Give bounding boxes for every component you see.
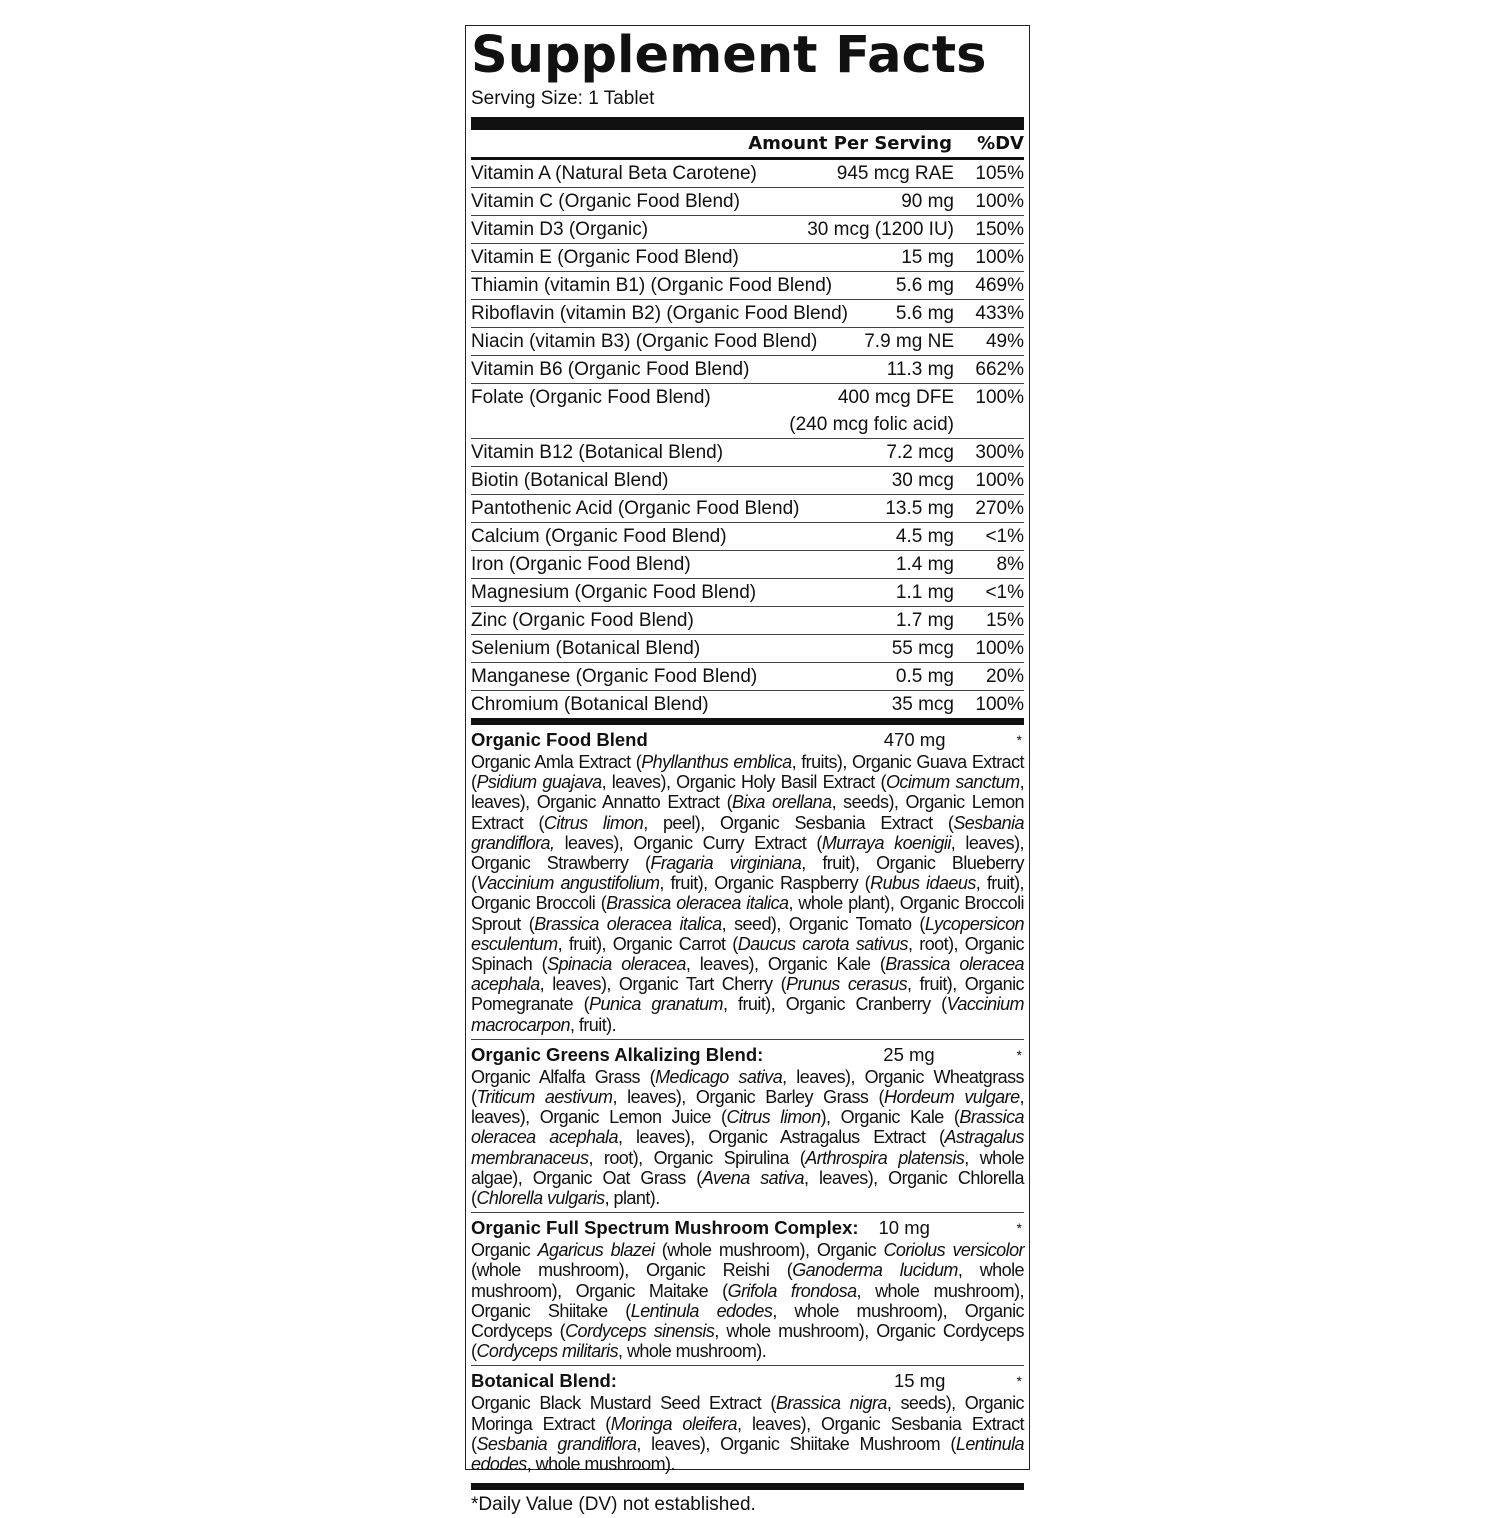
ingredient-text: , whole mushroom), Organic Cordyceps ( xyxy=(471,1321,1025,1362)
nutrient-dv: 49% xyxy=(985,331,1024,352)
botanical-name: Cordyceps militaris xyxy=(476,1341,619,1362)
nutrient-name: Vitamin D3 (Organic) xyxy=(471,219,649,240)
blend-dv: * xyxy=(1016,1046,1022,1063)
nutrient-amount xyxy=(901,188,964,215)
nutrient-amount xyxy=(892,635,964,662)
nutrient-dv: 8% xyxy=(996,554,1024,575)
nutrient-amount xyxy=(885,495,964,522)
botanical-name: Brassica oleracea italica xyxy=(534,913,722,934)
botanical-name: Punica granatum xyxy=(589,994,723,1015)
nutrient-row xyxy=(471,328,1024,356)
nutrient-amount xyxy=(896,272,964,299)
blend-name: Organic Food Blend xyxy=(471,729,648,750)
nutrient-amount-line: 1.7 mg xyxy=(895,610,954,631)
nutrient-dv: 270% xyxy=(975,498,1024,519)
blend-section xyxy=(471,1216,1024,1366)
blend-amount: 10 mg xyxy=(878,1217,930,1239)
ingredient-text: , leaves), Organic Lemon Juice ( xyxy=(471,1087,1024,1128)
nutrient-dv: 100% xyxy=(975,247,1024,268)
botanical-name: Rubus idaeus xyxy=(870,873,976,894)
botanical-name: Coriolus versicolor xyxy=(883,1240,1024,1261)
botanical-name: Vaccinium macrocarpon xyxy=(471,994,1024,1035)
blend-header xyxy=(471,1216,1024,1240)
nutrient-amount-line: 35 mcg xyxy=(891,694,954,715)
nutrient-name: Vitamin B6 (Organic Food Blend) xyxy=(471,359,750,380)
nutrient-amount xyxy=(892,691,964,718)
ingredient-text: , peel), Organic Sesbania Extract ( xyxy=(643,812,954,833)
nutrient-name: Calcium (Organic Food Blend) xyxy=(471,526,727,547)
blend-ingredients xyxy=(471,1393,1024,1474)
ingredient-text: , root), Organic Spinach ( xyxy=(471,933,1024,975)
nutrient-dv: 100% xyxy=(975,638,1024,659)
nutrient-amount xyxy=(864,328,964,355)
blend-dv: * xyxy=(1016,1220,1022,1237)
nutrient-amount-line: (240 mcg folic acid) xyxy=(789,414,954,435)
ingredient-text: , leaves), Organic Chlorella ( xyxy=(471,1167,1025,1209)
ingredient-text: , whole mushroom), Organic Maitake ( xyxy=(471,1260,1025,1301)
ingredient-text: , root), Organic Spirulina ( xyxy=(588,1147,806,1168)
nutrient-dv: 662% xyxy=(975,359,1024,380)
blend-ingredients xyxy=(471,1067,1024,1208)
nutrient-name: Riboflavin (vitamin B2) (Organic Food Blend) xyxy=(471,303,848,324)
ingredient-text: Organic Amla Extract ( xyxy=(471,752,642,772)
blend-name: Organic Full Spectrum Mushroom Complex: xyxy=(471,1217,859,1239)
ingredient-text: , fruit), Organic Pomegranate ( xyxy=(471,974,1024,1015)
blend-name: Botanical Blend: xyxy=(471,1370,617,1392)
amount-per-serving-header: Amount Per Serving xyxy=(748,133,952,154)
botanical-name: Chlorella vulgaris xyxy=(476,1188,605,1209)
botanical-name: Hordeum vulgare xyxy=(884,1087,1020,1108)
nutrient-dv: 15% xyxy=(985,610,1024,631)
botanical-name: Phyllanthus emblica xyxy=(641,752,792,772)
ingredient-text: , fruit), Organic Raspberry ( xyxy=(659,873,871,894)
botanical-name: Brassica nigra xyxy=(775,1393,887,1414)
nutrient-amount-line: 30 mcg (1200 IU) xyxy=(807,219,954,240)
ingredient-text: (whole mushroom), Organic Reishi ( xyxy=(471,1260,793,1281)
ingredient-text: , whole plant), Organic Broccoli Sprout ( xyxy=(471,893,1024,934)
blend-section xyxy=(471,1369,1024,1478)
nutrient-amount-line: 5.6 mg xyxy=(895,303,954,324)
nutrient-amount-line: 7.2 mcg xyxy=(886,442,954,463)
ingredient-text: , leaves), Organic Shiitake Mushroom ( xyxy=(636,1433,956,1454)
nutrient-amount xyxy=(896,663,964,690)
botanical-name: Ganoderma lucidum xyxy=(792,1260,958,1281)
nutrient-amount-line: 15 mg xyxy=(901,247,954,268)
nutrient-name: Manganese (Organic Food Blend) xyxy=(471,666,758,687)
ingredient-text: , fruit). xyxy=(570,1014,617,1035)
botanical-name: Lentinula edodes xyxy=(630,1300,773,1321)
botanical-name: Medicago sativa xyxy=(655,1066,783,1087)
nutrient-amount-line: 0.5 mg xyxy=(895,666,954,687)
nutrient-row xyxy=(471,216,1024,244)
ingredient-text: , leaves), Organic Tart Cherry ( xyxy=(539,974,787,995)
nutrient-amount xyxy=(896,607,964,634)
ingredient-text: , leaves), Organic Wheatgrass ( xyxy=(471,1066,1024,1108)
blend-header xyxy=(471,728,1024,752)
dv-header: %DV xyxy=(977,133,1024,154)
nutrient-row xyxy=(471,551,1024,579)
ingredient-text: , whole mushroom). xyxy=(618,1341,767,1362)
nutrient-name: Iron (Organic Food Blend) xyxy=(471,554,691,575)
blend-header xyxy=(471,1043,1024,1067)
nutrient-amount-line: 11.3 mg xyxy=(886,359,954,380)
nutrient-dv: 20% xyxy=(985,666,1024,687)
nutrient-row xyxy=(471,495,1024,523)
nutrient-amount-line: 1.4 mg xyxy=(895,554,954,575)
nutrient-name: Niacin (vitamin B3) (Organic Food Blend) xyxy=(471,331,818,352)
botanical-name: Fragaria virginiana xyxy=(650,853,802,874)
footer-divider xyxy=(471,1483,1024,1490)
blend-section xyxy=(471,728,1024,1040)
ingredient-text: , leaves), Organic Barley Grass ( xyxy=(612,1087,884,1108)
botanical-name: Spinacia oleracea xyxy=(547,954,686,975)
ingredient-text: , seed), Organic Tomato ( xyxy=(721,913,925,934)
nutrient-amount xyxy=(887,356,964,383)
nutrient-name: Thiamin (vitamin B1) (Organic Food Blend) xyxy=(471,275,833,296)
nutrient-amount-line: 945 mcg RAE xyxy=(836,163,954,184)
nutrient-dv: <1% xyxy=(985,582,1024,603)
ingredient-text: Organic Black Mustard Seed Extract ( xyxy=(471,1393,776,1414)
nutrient-amount-line: 1.1 mg xyxy=(895,582,954,603)
nutrient-amount xyxy=(837,160,964,187)
nutrient-amount xyxy=(896,300,964,327)
nutrient-row xyxy=(471,607,1024,635)
ingredient-text: Organic Alfalfa Grass ( xyxy=(471,1066,656,1087)
ingredient-text: , fruit), Organic Cranberry ( xyxy=(723,994,947,1015)
nutrient-name: Vitamin B12 (Botanical Blend) xyxy=(471,442,724,463)
botanical-name: Agaricus blazei xyxy=(537,1240,655,1261)
nutrient-amount-line: 4.5 mg xyxy=(895,526,954,547)
nutrient-amount xyxy=(896,523,964,550)
ingredient-text: , whole mushroom), Organic Shiitake ( xyxy=(471,1280,1025,1321)
botanical-name: Daucus carota sativus xyxy=(737,933,909,954)
nutrient-row xyxy=(471,663,1024,691)
botanical-name: Citrus limon xyxy=(726,1107,821,1128)
nutrient-table xyxy=(471,160,1024,718)
nutrient-amount-line: 400 mcg DFE xyxy=(837,387,954,408)
nutrient-row xyxy=(471,272,1024,300)
blend-amount: 25 mg xyxy=(883,1043,935,1065)
nutrient-row xyxy=(471,523,1024,551)
nutrient-row xyxy=(471,467,1024,495)
botanical-name: Brassica oleracea acephala xyxy=(471,1107,1024,1148)
blend-list xyxy=(471,728,1024,1478)
nutrient-row xyxy=(471,691,1024,718)
nutrient-name: Magnesium (Organic Food Blend) xyxy=(471,582,757,603)
botanical-name: Ocimum sanctum xyxy=(885,772,1020,793)
ingredient-text: , leaves), Organic Annatto Extract ( xyxy=(471,772,1025,813)
nutrient-dv: 433% xyxy=(975,303,1024,324)
botanical-name: Sesbania grandiflora, xyxy=(471,812,1025,853)
blend-dv: * xyxy=(1016,732,1022,748)
nutrient-amount xyxy=(896,579,964,606)
botanical-name: Astragalus membranaceus xyxy=(471,1127,1024,1168)
nutrient-amount xyxy=(807,216,964,243)
nutrient-name: Selenium (Botanical Blend) xyxy=(471,638,701,659)
botanical-name: Bixa orellana xyxy=(732,792,832,813)
ingredient-text: , whole algae), Organic Oat Grass ( xyxy=(471,1147,1024,1188)
ingredient-text: , leaves), Organic Holy Basil Extract ( xyxy=(601,772,886,793)
thick-divider xyxy=(471,117,1024,130)
nutrient-amount xyxy=(896,551,964,578)
nutrient-row xyxy=(471,384,1024,439)
nutrient-dv: 150% xyxy=(975,219,1024,240)
ingredient-text: , seeds), Organic Lemon Extract ( xyxy=(471,792,1025,833)
botanical-name: Murraya koenigii xyxy=(821,832,951,853)
nutrient-row xyxy=(471,439,1024,467)
nutrient-name: Biotin (Botanical Blend) xyxy=(471,470,669,491)
nutrient-row xyxy=(471,300,1024,328)
blend-header xyxy=(471,1369,1024,1393)
ingredient-text: , seeds), Organic Moringa Extract ( xyxy=(471,1393,1024,1434)
nutrient-row xyxy=(471,160,1024,188)
nutrient-row xyxy=(471,188,1024,216)
nutrient-amount xyxy=(901,244,964,271)
botanical-name: Triticum aestivum xyxy=(476,1087,613,1108)
nutrient-dv: 100% xyxy=(975,387,1024,408)
nutrient-amount-line: 90 mg xyxy=(901,191,954,212)
nutrient-dv: 469% xyxy=(975,275,1024,296)
medium-divider xyxy=(471,718,1024,725)
nutrient-row xyxy=(471,244,1024,272)
nutrient-name: Pantothenic Acid (Organic Food Blend) xyxy=(471,498,800,519)
panel-title: Supplement Facts xyxy=(471,26,987,85)
blend-dv: * xyxy=(1016,1373,1022,1390)
nutrient-dv: 100% xyxy=(975,470,1024,491)
ingredient-text: , whole mushroom). xyxy=(526,1454,675,1475)
nutrient-dv: 300% xyxy=(975,442,1024,463)
ingredient-text: leaves), Organic Curry Extract ( xyxy=(554,832,822,853)
ingredient-text: , fruit), Organic Carrot ( xyxy=(557,933,738,954)
botanical-name: Arthrospira platensis xyxy=(805,1147,965,1168)
nutrient-amount-line: 13.5 mg xyxy=(885,498,954,519)
botanical-name: Vaccinium angustifolium xyxy=(476,873,660,894)
botanical-name: Lycopersicon esculentum xyxy=(471,913,1024,954)
ingredient-text: Organic xyxy=(471,1240,538,1261)
nutrient-amount-line: 7.9 mg NE xyxy=(864,331,954,352)
botanical-name: Brassica oleracea acephala xyxy=(471,954,1024,995)
nutrient-name: Chromium (Botanical Blend) xyxy=(471,694,709,715)
botanical-name: Psidium guajava xyxy=(476,772,602,793)
blend-amount: 470 mg xyxy=(883,729,946,750)
botanical-name: Prunus cerasus xyxy=(786,974,908,995)
nutrient-name: Vitamin A (Natural Beta Carotene) xyxy=(471,163,757,184)
nutrient-name: Folate (Organic Food Blend) xyxy=(471,387,711,408)
ingredient-text: (whole mushroom), Organic xyxy=(654,1240,884,1261)
botanical-name: Cordyceps sinensis xyxy=(565,1321,715,1342)
blend-ingredients xyxy=(471,752,1024,1035)
nutrient-amount-line: 30 mcg xyxy=(891,470,954,491)
botanical-name: Moringa oleifera xyxy=(610,1413,738,1434)
supplement-facts-panel xyxy=(465,25,1030,1516)
nutrient-name: Vitamin C (Organic Food Blend) xyxy=(471,191,740,212)
botanical-name: Avena sativa xyxy=(701,1167,804,1188)
serving-size: Serving Size: 1 Tablet xyxy=(471,88,655,109)
ingredient-text: , plant). xyxy=(604,1188,660,1209)
nutrient-row xyxy=(471,356,1024,384)
botanical-name: Sesbania grandiflora xyxy=(476,1433,637,1454)
blend-section xyxy=(471,1043,1024,1213)
ingredient-text: , fruits), Organic Guava Extract ( xyxy=(471,752,1025,793)
botanical-name: Lentinula edodes xyxy=(471,1433,1024,1475)
nutrient-name: Vitamin E (Organic Food Blend) xyxy=(471,247,739,268)
nutrient-row xyxy=(471,635,1024,663)
blend-ingredients xyxy=(471,1240,1024,1361)
nutrient-amount-line: 55 mcg xyxy=(891,638,954,659)
botanical-name: Grifola frondosa xyxy=(727,1280,857,1301)
ingredient-text: , leaves), Organic Kale ( xyxy=(685,954,886,975)
nutrient-dv: 100% xyxy=(975,694,1024,715)
botanical-name: Brassica oleracea italica xyxy=(606,893,789,914)
nutrient-name: Zinc (Organic Food Blend) xyxy=(471,610,694,631)
ingredient-text: , leaves), Organic Sesbania Extract ( xyxy=(471,1413,1024,1454)
column-header xyxy=(471,130,1024,160)
ingredient-text: , fruit), Organic Broccoli ( xyxy=(471,873,1024,914)
nutrient-dv: 100% xyxy=(975,191,1024,212)
ingredient-text: ), Organic Kale ( xyxy=(820,1107,960,1128)
blend-name: Organic Greens Alkalizing Blend: xyxy=(471,1043,764,1065)
nutrient-amount-line: 5.6 mg xyxy=(895,275,954,296)
botanical-name: Citrus limon xyxy=(543,812,644,833)
ingredient-text: , fruit), Organic Blueberry ( xyxy=(471,853,1025,894)
nutrient-row xyxy=(471,579,1024,607)
footnote: *Daily Value (DV) not established. xyxy=(471,1494,756,1516)
nutrient-dv: <1% xyxy=(985,526,1024,547)
nutrient-amount xyxy=(789,384,964,438)
ingredient-text: , whole mushroom), Organic Cordyceps ( xyxy=(471,1300,1024,1342)
nutrient-dv: 105% xyxy=(975,163,1024,184)
ingredient-text: , leaves), Organic Astragalus Extract ( xyxy=(617,1127,945,1148)
nutrient-amount xyxy=(886,439,964,466)
nutrient-amount xyxy=(892,467,964,494)
blend-amount: 15 mg xyxy=(893,1370,946,1392)
ingredient-text: , leaves), Organic Strawberry ( xyxy=(471,832,1024,874)
